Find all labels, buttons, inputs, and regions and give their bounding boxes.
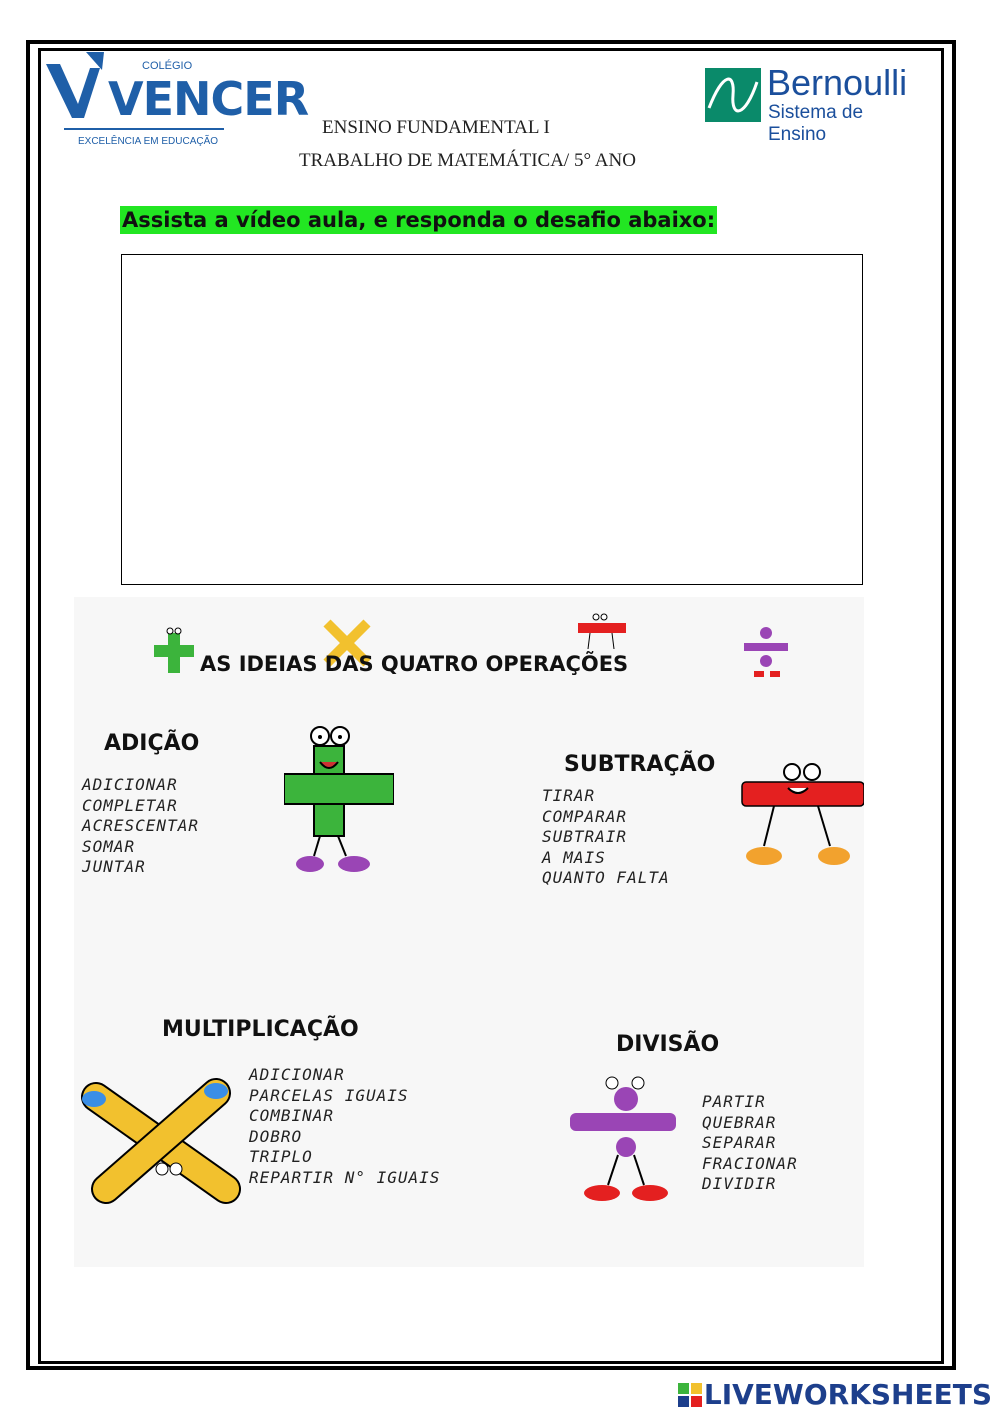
list-item: COMBINAR [249,1106,335,1125]
multiplicacao-list [249,1065,440,1188]
minus-character-icon [734,762,864,882]
times-character-icon [76,1077,246,1207]
liveworksheets-icon [678,1383,702,1407]
partner-name: Bernoulli [767,62,908,103]
list-item: TRIPLO [249,1147,313,1166]
bernoulli-logo [705,62,920,145]
list-item: DIVIDIR [702,1174,777,1193]
operations-poster [74,597,864,1267]
answer-box[interactable] [121,254,863,585]
school-name: VENCER [108,72,309,126]
list-item: QUEBRAR [702,1112,777,1132]
list-item: JUNTAR [82,857,146,876]
school-tagline: EXCELÊNCIA EM EDUCAÇÃO [78,136,219,147]
adicao-list [82,775,199,878]
list-item: SOMAR [82,836,136,856]
poster-title: AS IDEIAS DAS QUATRO OPERAÇÕES [200,652,629,676]
liveworksheets-logo [678,1378,992,1411]
list-item: REPARTIR N° IGUAIS [249,1167,441,1187]
list-item: COMPARAR [542,806,628,826]
list-item: COMPLETAR [82,795,178,815]
list-item: PARCELAS IGUAIS [249,1085,409,1105]
partner-sub: Sistema de Ensino [768,102,864,145]
divide-character-icon [740,623,800,693]
list-item: SUBTRAIR [542,827,628,846]
header-line-2: TRABALHO DE MATEMÁTICA/ 5° ANO [299,150,636,171]
list-item: QUANTO FALTA [542,868,670,887]
list-item: ADICIONAR [82,775,178,794]
subtracao-list [542,786,670,889]
list-item: TIRAR [542,786,596,805]
list-item: A MAIS [542,847,606,867]
list-item: ACRESCENTAR [82,816,199,835]
logo-divider [64,128,224,130]
section-title-divisao: DIVISÃO [616,1032,720,1057]
list-item: DOBRO [249,1126,303,1146]
list-item: ADICIONAR [249,1065,345,1084]
instruction-text: Assista a vídeo aula, e responda o desafio abaixo: [122,208,716,232]
section-title-adicao: ADIÇÃO [104,731,200,756]
school-small-label: COLÉGIO [142,60,193,72]
list-item: FRACIONAR [702,1153,798,1173]
list-item: PARTIR [702,1092,766,1111]
section-title-multiplicacao: MULTIPLICAÇÃO [162,1017,359,1042]
bernoulli-mark-icon [705,68,761,122]
divisao-list [702,1092,798,1195]
section-title-subtracao: SUBTRAÇÃO [564,752,716,777]
footer-brand: LIVEWORKSHEETS [703,1378,992,1411]
header-line-1: ENSINO FUNDAMENTAL I [322,117,550,138]
list-item: SEPARAR [702,1133,777,1152]
vencer-logo [42,48,309,148]
divide-character-icon [568,1075,678,1205]
plus-character-icon [284,722,394,882]
